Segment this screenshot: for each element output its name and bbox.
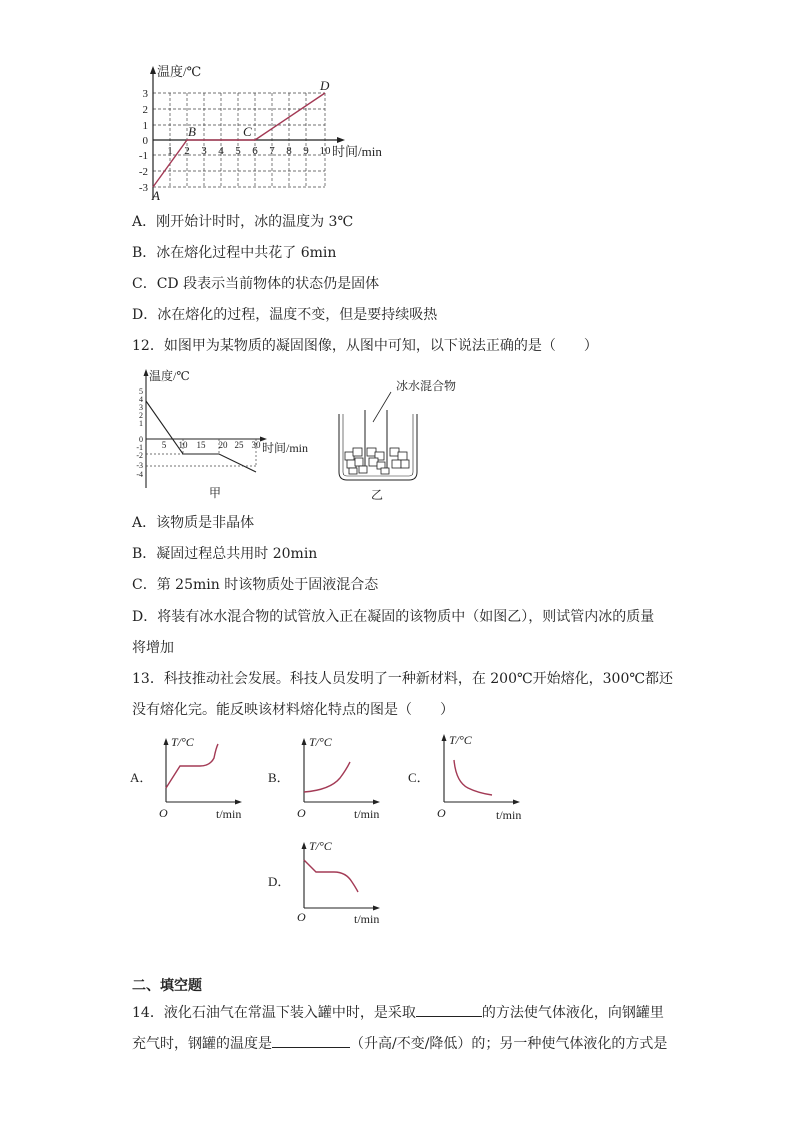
q11-y-arrow: [150, 66, 156, 74]
q14-line2-text-b: （升高/不变/降低）的；另一种使气体液化的方式是: [350, 1036, 668, 1052]
q11-x-tick: 7: [269, 145, 275, 157]
q11-x-tick: 6: [252, 145, 258, 157]
q12-y-tick: 1: [139, 419, 143, 428]
q11-y-tick: -2: [138, 166, 148, 178]
q11-y-tick: -1: [138, 150, 148, 162]
q13-y-label-c: T/°C: [449, 733, 472, 747]
q13-curve-c: [454, 760, 492, 795]
q12-y-tick: -3: [136, 461, 143, 470]
q13-graph-d: [268, 834, 398, 938]
q11-y-tick: 2: [142, 104, 148, 116]
q11-y-axis-label: 温度/℃: [157, 64, 202, 79]
q11-option-d: D．冰在熔化的过程，温度不变，但是要持续吸热: [132, 307, 438, 323]
ice-cubes: [345, 448, 409, 474]
q12-y-tick: -1: [136, 443, 143, 452]
q12-y-axis-label: 温度/℃: [149, 369, 190, 383]
q13-graph-b: [268, 730, 398, 834]
q11-chart: [135, 60, 405, 209]
q13-origin-c: O: [437, 806, 446, 820]
q11-x-tick: 3: [201, 145, 207, 157]
q11-option-b: B．冰在熔化过程中共花了 6min: [132, 245, 337, 261]
q11-y-tick: 0: [142, 135, 148, 147]
q12-caption-jia: 甲: [208, 486, 222, 500]
q13-curve-b: [304, 762, 350, 792]
q14-line1-text-a: 14．液化石油气在常温下装入罐中时，是采取: [132, 1005, 416, 1021]
q13-letter-c: C．: [408, 770, 430, 785]
q11-x-tick: 10: [319, 145, 331, 157]
q12-y-tick: -2: [136, 451, 143, 460]
q11-x-axis-label: 时间/min: [332, 144, 382, 159]
q12-stem: 12．如图甲为某物质的凝固图像，从图中可知，以下说法正确的是（ ）: [132, 338, 598, 354]
q12-x-tick: 5: [161, 440, 167, 450]
q12-x-tick: 30: [251, 440, 261, 450]
q13-letter-d: D．: [268, 874, 291, 889]
q13-stem-line2: 没有熔化完。能反映该材料熔化特点的图是（ ）: [132, 702, 454, 718]
q12-x-axis-label: 时间/min: [262, 441, 309, 455]
q13-x-label-b: t/min: [354, 807, 380, 821]
q12-caption-yi: 乙: [370, 488, 384, 502]
q11-point-label-d: D: [320, 78, 330, 93]
q12-option-c: C．第 25min 时该物质处于固液混合态: [132, 577, 379, 593]
q12-option-b: B．凝固过程总共用时 20min: [132, 546, 318, 562]
q13-stem-line1: 13．科技推动社会发展。科技人员发明了一种新材料，在 200℃开始熔化，300℃都还: [132, 671, 674, 687]
q11-point-label-c: C: [243, 124, 252, 139]
q12-x-tick: 25: [234, 440, 244, 450]
q11-point-label-b: B: [188, 124, 196, 139]
q13-letter-b: B．: [268, 770, 290, 785]
q13-y-label-b: T/°C: [309, 735, 332, 749]
q14-line2-text-a: 充气时，钢罐的温度是: [132, 1036, 272, 1052]
q11-x-tick: 4: [218, 145, 224, 157]
q12-x-tick: 20: [218, 440, 228, 450]
q11-x-tick: 5: [235, 145, 241, 157]
q13-x-label-d: t/min: [354, 912, 380, 926]
q11-y-tick: 1: [142, 120, 148, 132]
q13-curve-d: [304, 860, 358, 892]
q13-x-label-c: t/min: [496, 808, 522, 822]
section-title: 二、填空题: [132, 978, 202, 994]
q13-origin-a: O: [159, 806, 168, 820]
q12-option-a: A．该物质是非晶体: [132, 515, 255, 531]
q13-y-label-a: T/°C: [171, 735, 194, 749]
q12-chart-jia: [135, 366, 325, 510]
q11-x-tick: 8: [286, 145, 292, 157]
q12-curve: [146, 401, 256, 472]
q11-x-tick: 9: [303, 145, 309, 157]
q11-x-arrow: [337, 137, 345, 143]
q13-x-label-a: t/min: [216, 807, 242, 821]
q12-y-arrow: [144, 369, 149, 376]
q13-origin-b: O: [297, 806, 306, 820]
q14-blank-1[interactable]: [416, 1002, 482, 1017]
q13-curve-a: [166, 744, 218, 788]
q13-graph-c: [408, 730, 538, 834]
q12-y-tick: 5: [139, 387, 143, 396]
q12-y-tick: 2: [139, 411, 143, 420]
q11-x-tick: 2: [184, 145, 190, 157]
q12-x-tick: 10: [178, 440, 188, 450]
q14-line1: [132, 1002, 664, 1023]
q12-figure-yi: [335, 372, 465, 506]
q12-figure-label: 冰水混合物: [396, 379, 457, 393]
q12-option-d-cont: 将增加: [132, 640, 174, 656]
q12-y-tick: 3: [139, 403, 143, 412]
q13-graph-a: [130, 730, 260, 834]
q12-option-d: D．将装有冰水混合物的试管放入正在凝固的该物质中（如图乙），则试管内冰的质量: [132, 609, 655, 625]
q12-y-tick: -4: [136, 470, 143, 479]
q14-line1-text-b: 的方法使气体液化，向钢罐里: [481, 1005, 664, 1021]
q13-origin-d: O: [297, 910, 306, 924]
q11-option-a: A．刚开始计时时，冰的温度为 3℃: [132, 214, 354, 230]
q11-point-label-a: A: [152, 188, 160, 203]
q14-blank-2[interactable]: [272, 1033, 350, 1048]
q13-letter-a: A．: [130, 770, 153, 785]
q11-y-tick: 3: [142, 88, 148, 100]
q12-y-tick: 4: [139, 395, 143, 404]
q12-x-tick: 15: [196, 440, 206, 450]
q14-line2: [132, 1033, 667, 1054]
q11-x-tick: 1: [167, 145, 173, 157]
q11-y-tick: -3: [138, 182, 148, 194]
q11-option-c: C．CD 段表示当前物体的状态仍是固体: [132, 276, 380, 292]
q13-y-label-d: T/°C: [309, 839, 332, 853]
q12-y-tick: 0: [139, 435, 143, 444]
